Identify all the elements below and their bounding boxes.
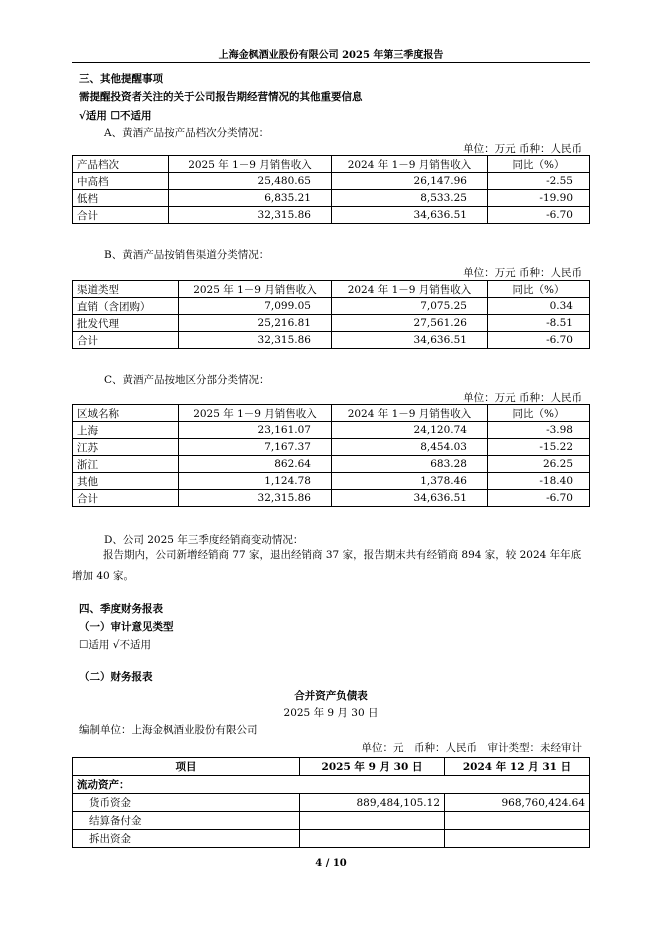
balance-sheet-date: 2025 年 9 月 30 日 — [283, 707, 379, 719]
table-cell: 7,167.37 — [179, 439, 332, 456]
table-a — [72, 155, 590, 224]
table-cell: 上海 — [73, 422, 179, 439]
audit-title: （一）审计意见类型 — [79, 621, 174, 633]
table-cell — [445, 830, 590, 848]
tableC-unit: 单位：万元 币种：人民币 — [463, 392, 582, 404]
table-cell: 7,075.25 — [332, 298, 488, 315]
table-row — [73, 173, 590, 190]
table-cell: 23,161.07 — [179, 422, 332, 439]
table-cell: 浙江 — [73, 456, 179, 473]
table-row — [73, 207, 590, 224]
table-row — [73, 456, 590, 473]
table-cell: -15.22 — [488, 439, 590, 456]
table-cell: 合计 — [73, 207, 169, 224]
table-header-row — [73, 156, 590, 173]
table-cell: 低档 — [73, 190, 169, 207]
tableB-caption: B、黄酒产品按销售渠道分类情况： — [104, 249, 270, 261]
sectionD-caption: D、公司 2025 年三季度经销商变动情况： — [104, 534, 304, 546]
table-cell: 中高档 — [73, 173, 169, 190]
table-row — [73, 315, 590, 332]
table-cell — [445, 812, 590, 830]
header-cell: 同比（%） — [488, 405, 590, 422]
tableA-caption: A、黄酒产品按产品档次分类情况： — [104, 127, 270, 139]
header-cell: 2024 年 1－9 月销售收入 — [332, 405, 488, 422]
table-row — [73, 473, 590, 490]
header-cell: 2024 年 1－9 月销售收入 — [332, 281, 488, 298]
table-header-row — [73, 405, 590, 422]
tableC-caption: C、黄酒产品按地区分部分类情况： — [104, 374, 270, 386]
balance-sheet-title: 合并资产负债表 — [294, 690, 368, 702]
section-label: 流动资产： — [73, 776, 590, 794]
table-cell: 6,835.21 — [169, 190, 332, 207]
table-cell — [300, 812, 445, 830]
table-cell: 江苏 — [73, 439, 179, 456]
table-row — [73, 830, 590, 848]
table-row — [73, 422, 590, 439]
section3-applicable: √适用 ☐不适用 — [79, 110, 152, 122]
table-cell: 批发代理 — [73, 315, 179, 332]
table-header-row — [73, 758, 590, 776]
table-row — [73, 439, 590, 456]
table-cell: 结算备付金 — [73, 812, 300, 830]
header-cell: 2024 年 1－9 月销售收入 — [332, 156, 488, 173]
sectionD-paragraph: 报告期内，公司新增经销商 77 家，退出经销商 37 家，报告期末共有经销商 894 家，较 2024 年年底增加 40 家。 — [72, 549, 582, 582]
table-cell: 0.34 — [488, 298, 590, 315]
header-cell: 2025 年 1－9 月销售收入 — [179, 405, 332, 422]
header-cell: 产品档次 — [73, 156, 169, 173]
table-cell: 32,315.86 — [169, 207, 332, 224]
balance-sheet-table — [72, 757, 590, 848]
header-cell: 同比（%） — [488, 156, 590, 173]
table-cell: 32,315.86 — [179, 332, 332, 349]
table-cell: 其他 — [73, 473, 179, 490]
table-cell: 货币资金 — [73, 794, 300, 812]
table-c — [72, 404, 590, 507]
audit-applicable: ☐适用 √不适用 — [79, 639, 151, 651]
table-cell: 27,561.26 — [332, 315, 488, 332]
table-cell: -6.70 — [488, 490, 590, 507]
table-cell: -6.70 — [488, 207, 590, 224]
table-cell: 24,120.74 — [332, 422, 488, 439]
header-cell: 项目 — [73, 758, 300, 776]
table-cell: 25,480.65 — [169, 173, 332, 190]
page-header: 上海金枫酒业股份有限公司 2025 年第三季度报告 — [218, 50, 444, 61]
table-cell: 34,636.51 — [332, 490, 488, 507]
table-row — [73, 794, 590, 812]
table-cell: -8.51 — [488, 315, 590, 332]
table-cell: 34,636.51 — [332, 207, 488, 224]
table-row — [73, 812, 590, 830]
table-cell: 1,124.78 — [179, 473, 332, 490]
section3-subtitle: 需提醒投资者关注的关于公司报告期经营情况的其他重要信息 — [79, 91, 363, 103]
table-row — [73, 190, 590, 207]
page-number: 4 / 10 — [315, 858, 347, 869]
table-cell: 8,454.03 — [332, 439, 488, 456]
header-rule — [72, 62, 590, 63]
balance-sheet-unit: 单位：元 币种：人民币 审计类型：未经审计 — [361, 742, 582, 754]
table-cell: -3.98 — [488, 422, 590, 439]
table-cell: 26,147.96 — [332, 173, 488, 190]
table-section-row — [73, 776, 590, 794]
table-cell: -2.55 — [488, 173, 590, 190]
table-cell — [300, 830, 445, 848]
section3-title: 三、其他提醒事项 — [79, 73, 163, 85]
table-cell: 7,099.05 — [179, 298, 332, 315]
table-cell: -6.70 — [488, 332, 590, 349]
table-cell: 25,216.81 — [179, 315, 332, 332]
table-cell: 889,484,105.12 — [300, 794, 445, 812]
fin-title: （二）财务报表 — [79, 671, 153, 683]
section4-title: 四、季度财务报表 — [79, 603, 163, 615]
table-cell: 拆出资金 — [73, 830, 300, 848]
header-cell: 2024 年 12 月 31 日 — [445, 758, 590, 776]
table-header-row — [73, 281, 590, 298]
table-cell: 32,315.86 — [179, 490, 332, 507]
balance-sheet-preparer: 编制单位：上海金枫酒业股份有限公司 — [79, 724, 258, 736]
table-cell: 683.28 — [332, 456, 488, 473]
header-cell: 2025 年 1－9 月销售收入 — [169, 156, 332, 173]
table-cell: -18.40 — [488, 473, 590, 490]
header-cell: 渠道类型 — [73, 281, 179, 298]
tableA-unit: 单位：万元 币种：人民币 — [463, 143, 582, 155]
tableB-unit: 单位：万元 币种：人民币 — [463, 267, 582, 279]
table-cell: 862.64 — [179, 456, 332, 473]
table-row — [73, 332, 590, 349]
table-b — [72, 280, 590, 349]
header-cell: 同比（%） — [488, 281, 590, 298]
table-cell: 26.25 — [488, 456, 590, 473]
header-cell: 区域名称 — [73, 405, 179, 422]
table-cell: 1,378.46 — [332, 473, 488, 490]
table-cell: 968,760,424.64 — [445, 794, 590, 812]
table-cell: 8,533.25 — [332, 190, 488, 207]
header-cell: 2025 年 9 月 30 日 — [300, 758, 445, 776]
table-cell: 34,636.51 — [332, 332, 488, 349]
table-cell: 合计 — [73, 490, 179, 507]
table-row — [73, 298, 590, 315]
table-cell: 直销（含团购） — [73, 298, 179, 315]
table-cell: 合计 — [73, 332, 179, 349]
table-row — [73, 490, 590, 507]
header-cell: 2025 年 1－9 月销售收入 — [179, 281, 332, 298]
table-cell: -19.90 — [488, 190, 590, 207]
